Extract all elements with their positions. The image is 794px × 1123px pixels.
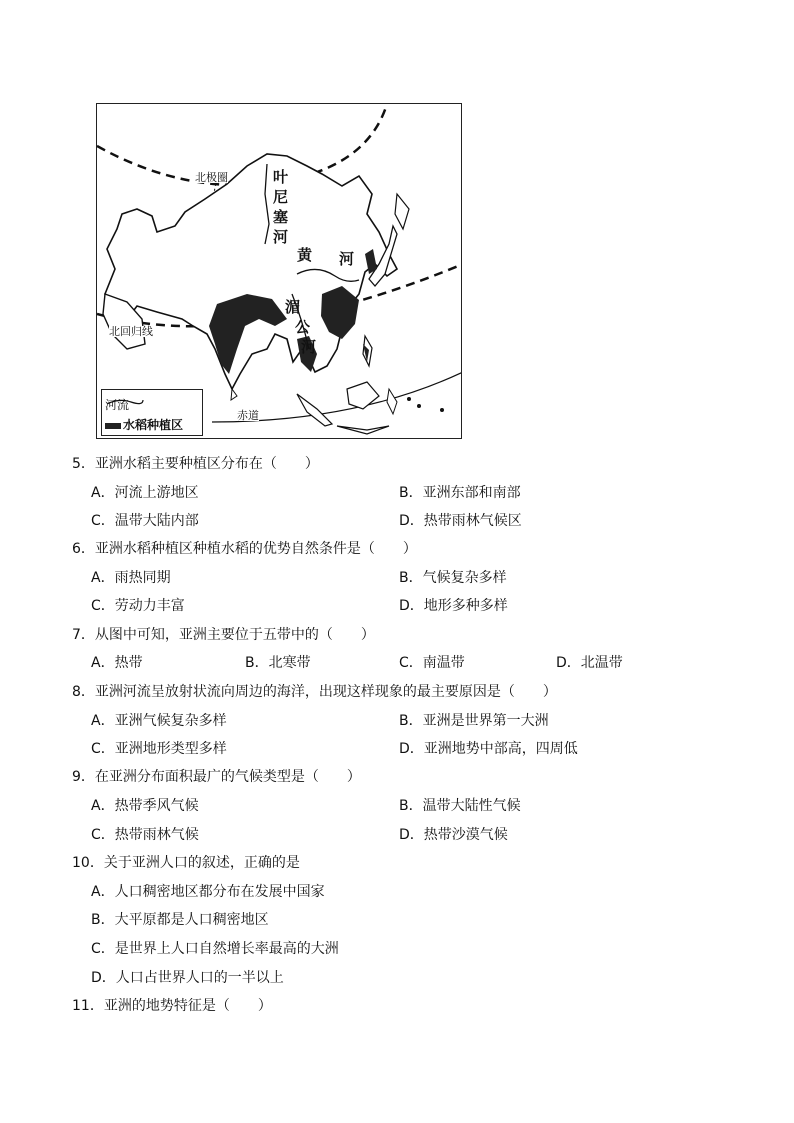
island-dot — [440, 408, 444, 412]
legend-rice-row — [105, 416, 183, 433]
question-8-option-a[interactable]: A．亚洲气候复杂多样 — [91, 713, 227, 729]
question-9-title: 9．在亚洲分布面积最广的气候类型是（ ） — [72, 769, 361, 785]
question-6-option-a[interactable]: A．雨热同期 — [91, 570, 171, 586]
tropic-label: 北回归线 — [109, 325, 153, 338]
question-7-title: 7．从图中可知，亚洲主要位于五带中的（ ） — [72, 627, 375, 643]
question-8-title: 8．亚洲河流呈放射状流向周边的海洋，出现这样现象的最主要原因是（ ） — [72, 684, 557, 700]
yellow-river-char-2: 河 — [339, 250, 355, 268]
rice-area-swatch-icon — [105, 423, 121, 429]
legend-river-label: 河流 — [105, 398, 130, 412]
question-6-option-b[interactable]: B．气候复杂多样 — [399, 570, 507, 586]
yenisei-char-2: 尼 — [273, 188, 289, 206]
mekong-char-3: 河 — [301, 338, 317, 356]
yenisei-char-4: 河 — [273, 228, 289, 246]
mekong-char-2: 公 — [295, 318, 311, 336]
legend-rice-label: 水稻种植区 — [123, 418, 184, 432]
sumatra — [297, 394, 332, 426]
question-6-option-c[interactable]: C．劳动力丰富 — [91, 598, 185, 614]
question-9-option-a[interactable]: A．热带季风气候 — [91, 798, 199, 814]
question-7-option-c[interactable]: C．南温带 — [399, 655, 465, 671]
yellow-river-char-1: 黄 — [297, 246, 313, 264]
question-6-title: 6．亚洲水稻种植区种植水稻的优势自然条件是（ ） — [72, 541, 417, 557]
island-dot — [417, 404, 421, 408]
legend-river-row — [105, 396, 129, 413]
question-8-option-d[interactable]: D．亚洲地势中部高，四周低 — [399, 741, 578, 757]
mekong-char-1: 湄 — [285, 298, 301, 316]
question-9-option-b[interactable]: B．温带大陆性气候 — [399, 798, 521, 814]
question-11-title: 11．亚洲的地势特征是（ ） — [72, 998, 272, 1014]
question-9-option-c[interactable]: C．热带雨林气候 — [91, 827, 199, 843]
kamchatka — [395, 194, 409, 229]
asia-rice-map — [96, 103, 462, 439]
borneo — [347, 382, 379, 409]
question-5-option-d[interactable]: D．热带雨林气候区 — [399, 513, 522, 529]
asia-outline — [105, 154, 397, 389]
question-5-option-a[interactable]: A．河流上游地区 — [91, 485, 199, 501]
question-6-option-d[interactable]: D．地形多种多样 — [399, 598, 508, 614]
question-8-option-b[interactable]: B．亚洲是世界第一大洲 — [399, 713, 549, 729]
question-9-option-d[interactable]: D．热带沙漠气候 — [399, 827, 508, 843]
question-7-option-d[interactable]: D．北温带 — [556, 655, 623, 671]
question-10-option-b[interactable]: B．大平原都是人口稠密地区 — [91, 912, 269, 928]
question-7-option-b[interactable]: B．北寒带 — [245, 655, 311, 671]
question-5-option-b[interactable]: B．亚洲东部和南部 — [399, 485, 521, 501]
map-legend — [101, 389, 203, 436]
question-7-option-a[interactable]: A．热带 — [91, 655, 143, 671]
yenisei-char-1: 叶 — [273, 168, 289, 186]
sulawesi — [387, 389, 397, 414]
question-10-option-c[interactable]: C．是世界上人口自然增长率最高的大洲 — [91, 941, 339, 957]
sri-lanka — [231, 389, 237, 400]
java — [337, 426, 389, 434]
question-10-title: 10．关于亚洲人口的叙述，正确的是 — [72, 855, 300, 871]
island-dot — [407, 397, 411, 401]
river-line-icon — [105, 396, 145, 408]
equator-label: 赤道 — [237, 409, 259, 422]
question-5-title: 5．亚洲水稻主要种植区分布在（ ） — [72, 456, 319, 472]
question-10-option-d[interactable]: D．人口占世界人口的一半以上 — [91, 970, 284, 986]
question-5-option-c[interactable]: C．温带大陆内部 — [91, 513, 199, 529]
question-8-option-c[interactable]: C．亚洲地形类型多样 — [91, 741, 227, 757]
yenisei-char-3: 塞 — [273, 208, 289, 226]
question-10-option-a[interactable]: A．人口稠密地区都分布在发展中国家 — [91, 884, 325, 900]
arctic-circle-label: 北极圈 — [195, 171, 228, 184]
